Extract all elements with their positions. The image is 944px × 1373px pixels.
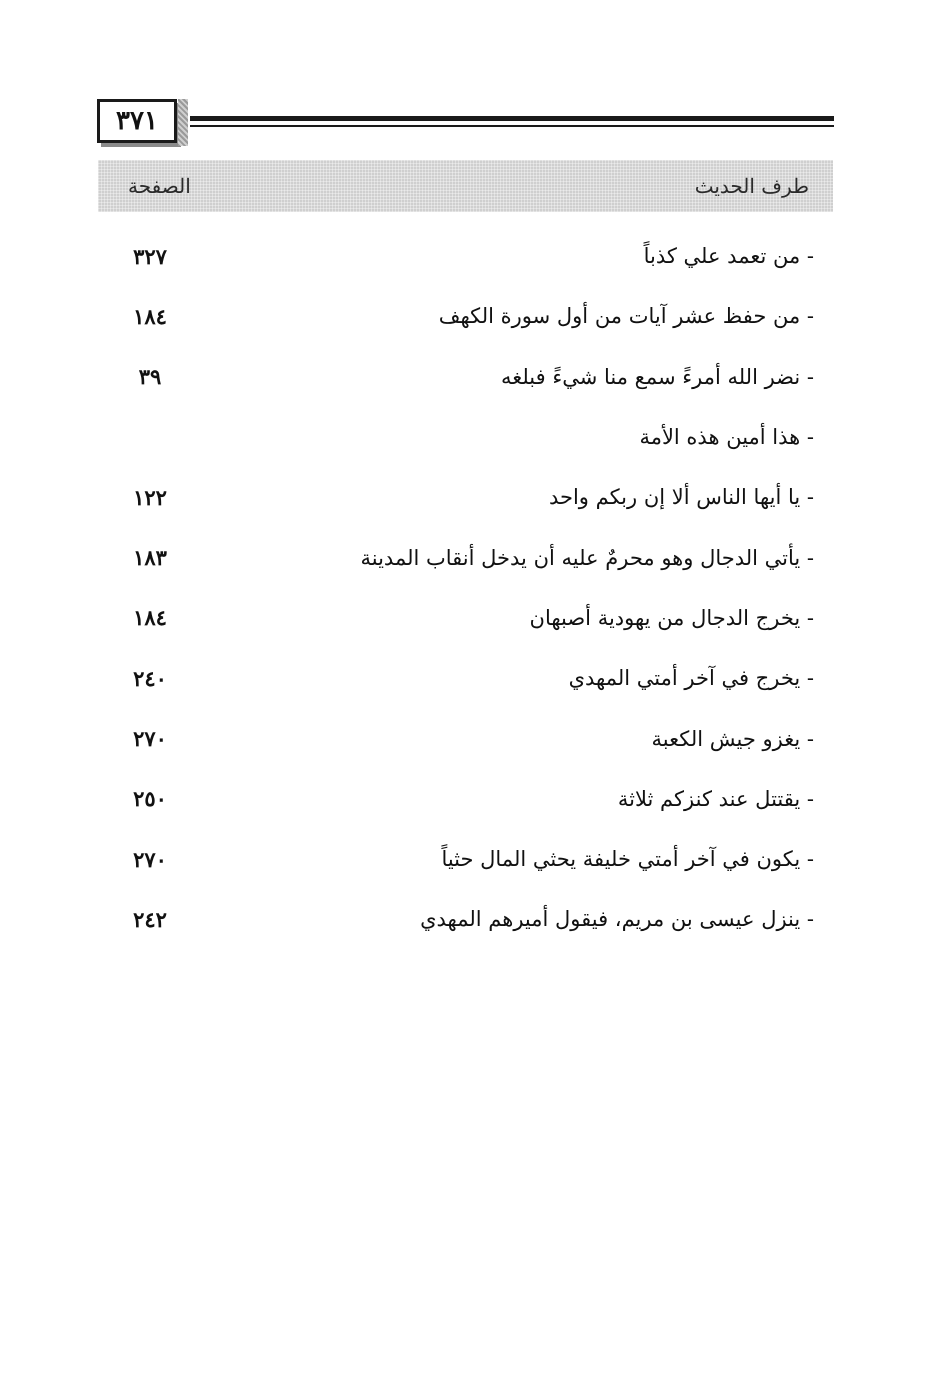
index-row [120,648,814,708]
column-header-text: طرف الحديث [694,174,809,198]
index-list [120,226,814,950]
hadith-text: - يأتي الدجال وهو محرمٌ عليه أن يدخل أنقاب المدينة [360,545,814,570]
hadith-text: - يا أيها الناس ألا إن ربكم واحد [548,485,814,510]
hadith-text: - ينزل عيسى بن مريم، فيقول أميرهم المهدي [420,907,814,932]
header-rule-thin [190,125,834,127]
page-ref: ٣٢٧ [133,243,167,269]
index-row [120,407,814,467]
page-ref: ٢٤٠ [133,665,167,691]
index-row [120,467,814,527]
hadith-text: - يخرج الدجال من يهودية أصبهان [529,605,814,630]
page-ref: ٢٤٢ [133,906,167,932]
hadith-text: - يقتتل عند كنزكم ثلاثة [617,786,814,811]
page-ref: ١٨٤ [133,303,167,329]
index-row [120,286,814,346]
header-rule-thick [190,116,834,121]
page-ref: ٢٧٠ [133,846,167,872]
index-row [120,226,814,286]
index-row [120,527,814,587]
column-header-page: الصفحة [128,174,191,198]
index-row [120,769,814,829]
page-ref: ٣٩ [138,364,162,390]
index-row [120,347,814,407]
index-row [120,889,814,949]
hadith-text: - هذا أمين هذه الأمة [639,425,814,450]
header-rule [190,116,834,130]
page-ref: ١٨٣ [133,545,167,571]
index-row [120,588,814,648]
table-header [98,160,833,212]
hadith-text: - من حفظ عشر آيات من أول سورة الكهف [438,304,814,329]
index-row [120,829,814,889]
index-row [120,708,814,768]
hadith-text: - يكون في آخر أمتي خليفة يحثي المال حثياً [441,847,814,872]
hadith-text: - يخرج في آخر أمتي المهدي [568,666,814,691]
page-ref: ٢٥٠ [133,786,167,812]
page-ref: ٢٧٠ [133,726,167,752]
hadith-text: - يغزو جيش الكعبة [651,726,814,751]
page-ref: ١٨٤ [133,605,167,631]
page-number: ٣٧١ [97,99,177,143]
hadith-text: - من تعمد علي كذباً [643,244,814,269]
page-ref: ١٢٢ [133,484,167,510]
hadith-text: - نضر الله أمرءً سمع منا شيءً فبلغه [500,364,814,389]
